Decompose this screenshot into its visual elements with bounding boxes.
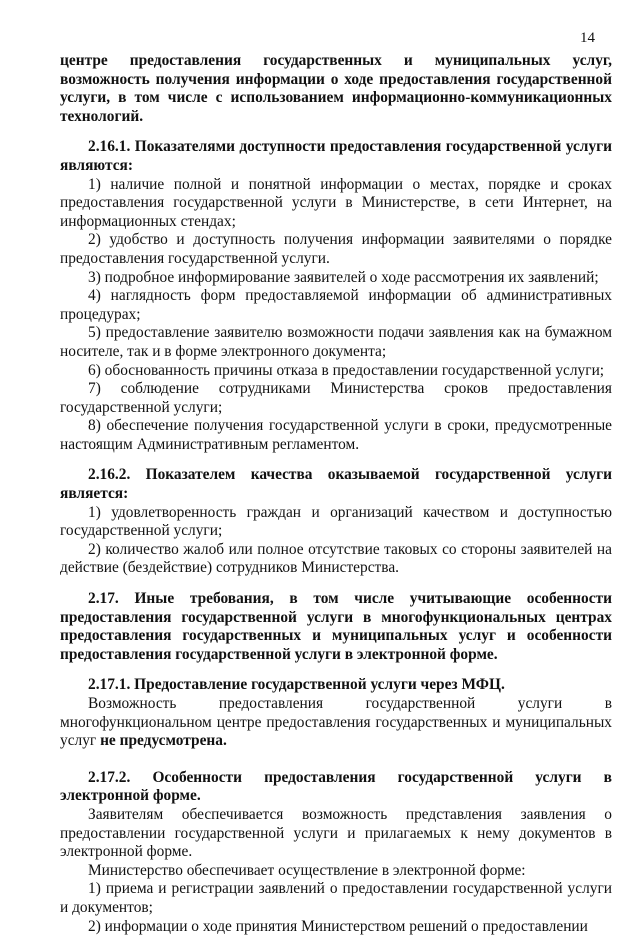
list-item: 2) информации о ходе принятия Министерством решений о предоставлении	[88, 917, 588, 935]
page-number: 14	[580, 30, 595, 46]
list-item: 7) соблюдение сотрудниками Министерства сроков предоставления государственной услуги;	[60, 380, 612, 416]
section-heading-2-16-1: 2.16.1. Показателями доступности предоставления государственной услуги являются:	[60, 138, 612, 174]
paragraph-mfc: Возможность предоставления государственной услуги в многофункциональном центре предоставления государственных и муниципальных услуг не предусмотрена.	[60, 695, 612, 750]
paragraph: Заявителям обеспечивается возможность представления заявления о предоставлении государственной услуги и прилагаемых к нему документов в электронной форме.	[60, 805, 612, 861]
document-body	[60, 52, 612, 936]
section-heading-2-17: 2.17. Иные требования, в том числе учитывающие особенности предоставления государственной услуги в многофункциональных центрах предоставления государственных и муниципальных услуг и особенности предоставления государственной услуги в электронной форме.	[60, 590, 612, 663]
list-item: 6) обоснованность причины отказа в предоставлении государственной услуги;	[88, 361, 605, 379]
list-item: 8) обеспечение получения государственной услуги в сроки, предусмотренные настоящим Административным регламентом.	[60, 417, 612, 453]
section-heading-2-17-1: 2.17.1. Предоставление государственной услуги через МФЦ.	[88, 676, 505, 694]
list-item: 2) количество жалоб или полное отсутствие таковых со стороны заявителей на действие (бездействие) сотрудников Министерства.	[60, 540, 612, 577]
section-heading-2-16-2: 2.16.2. Показателем качества оказываемой государственной услуги является:	[60, 466, 612, 503]
paragraph: Министерство обеспечивает осуществление в электронной форме:	[88, 861, 526, 879]
section-heading-2-17-2: 2.17.2. Особенности предоставления государственной услуги в электронной форме.	[60, 768, 612, 805]
list-item: 1) приема и регистрации заявлений о предоставлении государственной услуги и документов;	[60, 880, 612, 916]
list-item: 5) предоставление заявителю возможности подачи заявления как на бумажном носителе, так и в форме электронного документа;	[60, 324, 612, 360]
list-item: 2) удобство и доступность получения информации заявителями о порядке предоставления государственной услуги.	[60, 231, 612, 267]
paragraph-continuation: центре предоставления государственных и муниципальных услуг, возможность получения информации о ходе предоставления государственной услуги, в том числе с использованием информационно-коммуникационных технологий.	[60, 52, 612, 125]
list-item: 1) удовлетворенность граждан и организаций качеством и доступностью государственной услуги;	[60, 503, 612, 540]
list-item: 4) наглядность форм предоставляемой информации об административных процедурах;	[60, 287, 612, 323]
list-item: 3) подробное информирование заявителей о ходе рассмотрения их заявлений;	[88, 268, 599, 286]
list-item: 1) наличие полной и понятной информации о местах, порядке и сроках предоставления государственной услуги в Министерстве, в сети Интернет, на информационных стендах;	[60, 175, 612, 230]
